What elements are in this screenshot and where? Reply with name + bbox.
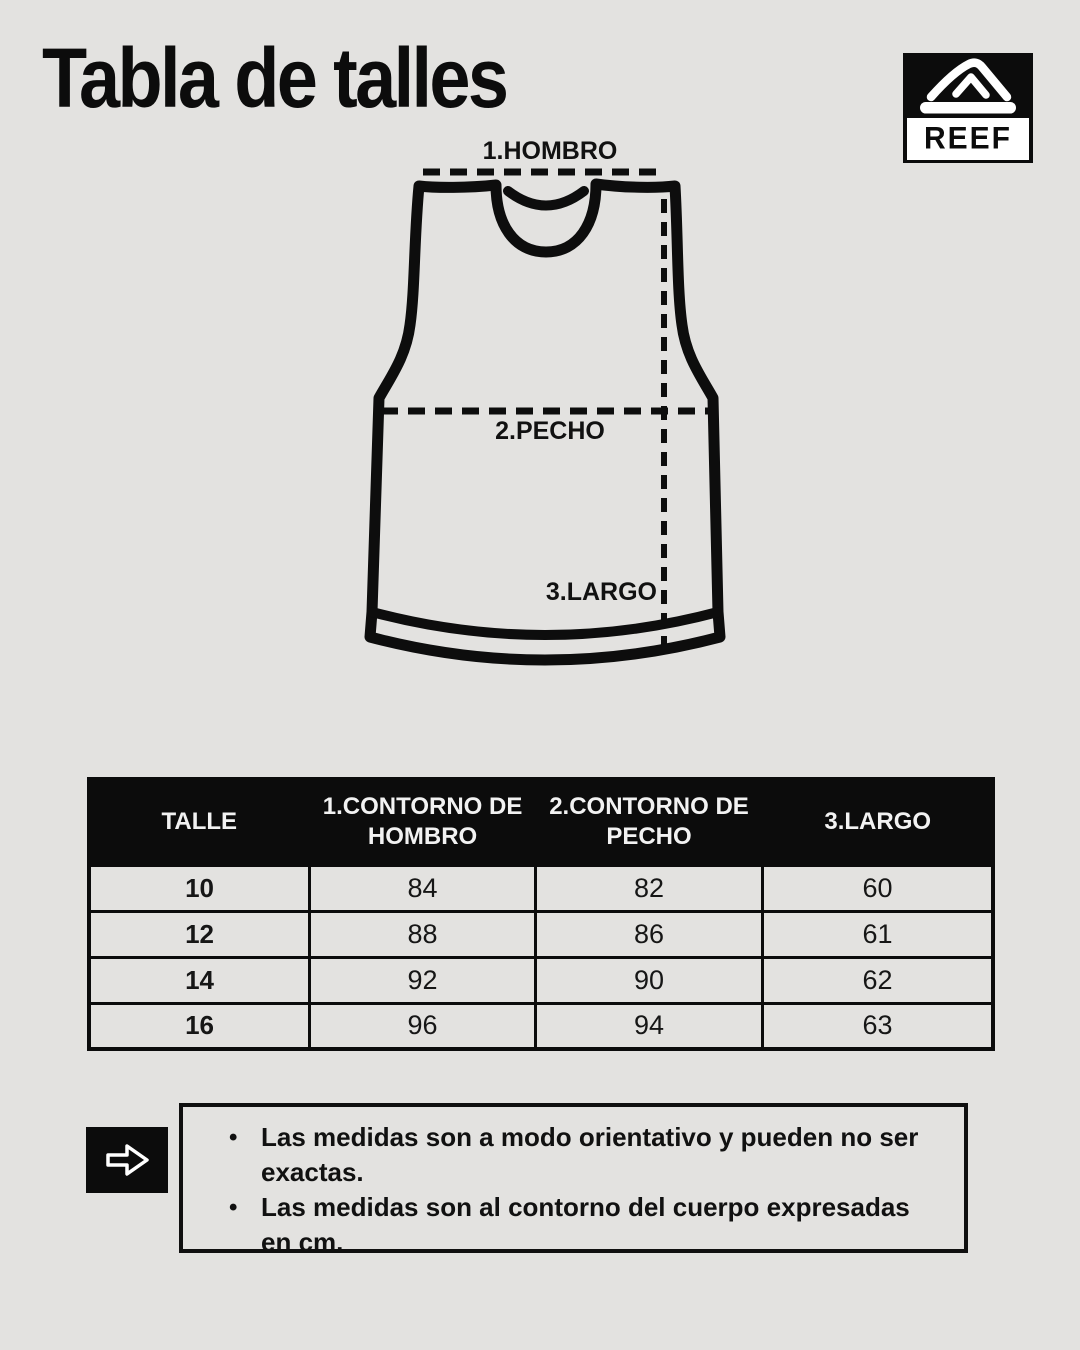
col-header-contorno-hombro: 1.CONTORNO DE HOMBRO xyxy=(310,779,536,865)
table-row xyxy=(89,957,993,1003)
note-item xyxy=(229,1120,934,1190)
cell-hombro: 96 xyxy=(310,1003,536,1049)
col-header-largo: 3.LARGO xyxy=(762,779,993,865)
arrow-callout-box xyxy=(86,1127,168,1193)
shoulder-measure-label: 1.HOMBRO xyxy=(482,137,618,165)
reef-wave-icon xyxy=(903,53,1033,119)
table-row xyxy=(89,911,993,957)
cell-talle: 14 xyxy=(89,957,310,1003)
cell-talle: 10 xyxy=(89,865,310,911)
cell-talle: 16 xyxy=(89,1003,310,1049)
garment-diagram xyxy=(340,130,760,690)
length-measure-label: 3.LARGO xyxy=(545,578,657,606)
arrow-right-icon xyxy=(101,1140,153,1180)
brand-logo xyxy=(903,53,1033,163)
note-item xyxy=(229,1190,934,1260)
notes-box xyxy=(179,1103,968,1257)
cell-hombro: 92 xyxy=(310,957,536,1003)
cell-pecho: 86 xyxy=(536,911,763,957)
cell-largo: 63 xyxy=(762,1003,993,1049)
note-text: Las medidas son a modo orientativo y pueden no ser exactas. xyxy=(261,1122,919,1187)
chest-measure-label: 2.PECHO xyxy=(495,417,605,445)
cell-hombro: 84 xyxy=(310,865,536,911)
size-table xyxy=(87,777,995,1051)
bullet-icon: • xyxy=(229,1194,238,1221)
cell-pecho: 90 xyxy=(536,957,763,1003)
cell-largo: 60 xyxy=(762,865,993,911)
cell-largo: 61 xyxy=(762,911,993,957)
cell-pecho: 82 xyxy=(536,865,763,911)
cell-talle: 12 xyxy=(89,911,310,957)
brand-wordmark: REEF xyxy=(907,118,1029,160)
col-header-talle: TALLE xyxy=(89,779,310,865)
cell-pecho: 94 xyxy=(536,1003,763,1049)
page-title: Tabla de talles xyxy=(42,31,507,125)
size-table-header xyxy=(89,779,993,865)
table-row xyxy=(89,1003,993,1049)
col-header-contorno-pecho: 2.CONTORNO DE PECHO xyxy=(536,779,763,865)
bullet-icon: • xyxy=(229,1124,238,1151)
cell-largo: 62 xyxy=(762,957,993,1003)
table-row xyxy=(89,865,993,911)
note-text: Las medidas son al contorno del cuerpo expresadas en cm. xyxy=(261,1192,910,1257)
cell-hombro: 88 xyxy=(310,911,536,957)
